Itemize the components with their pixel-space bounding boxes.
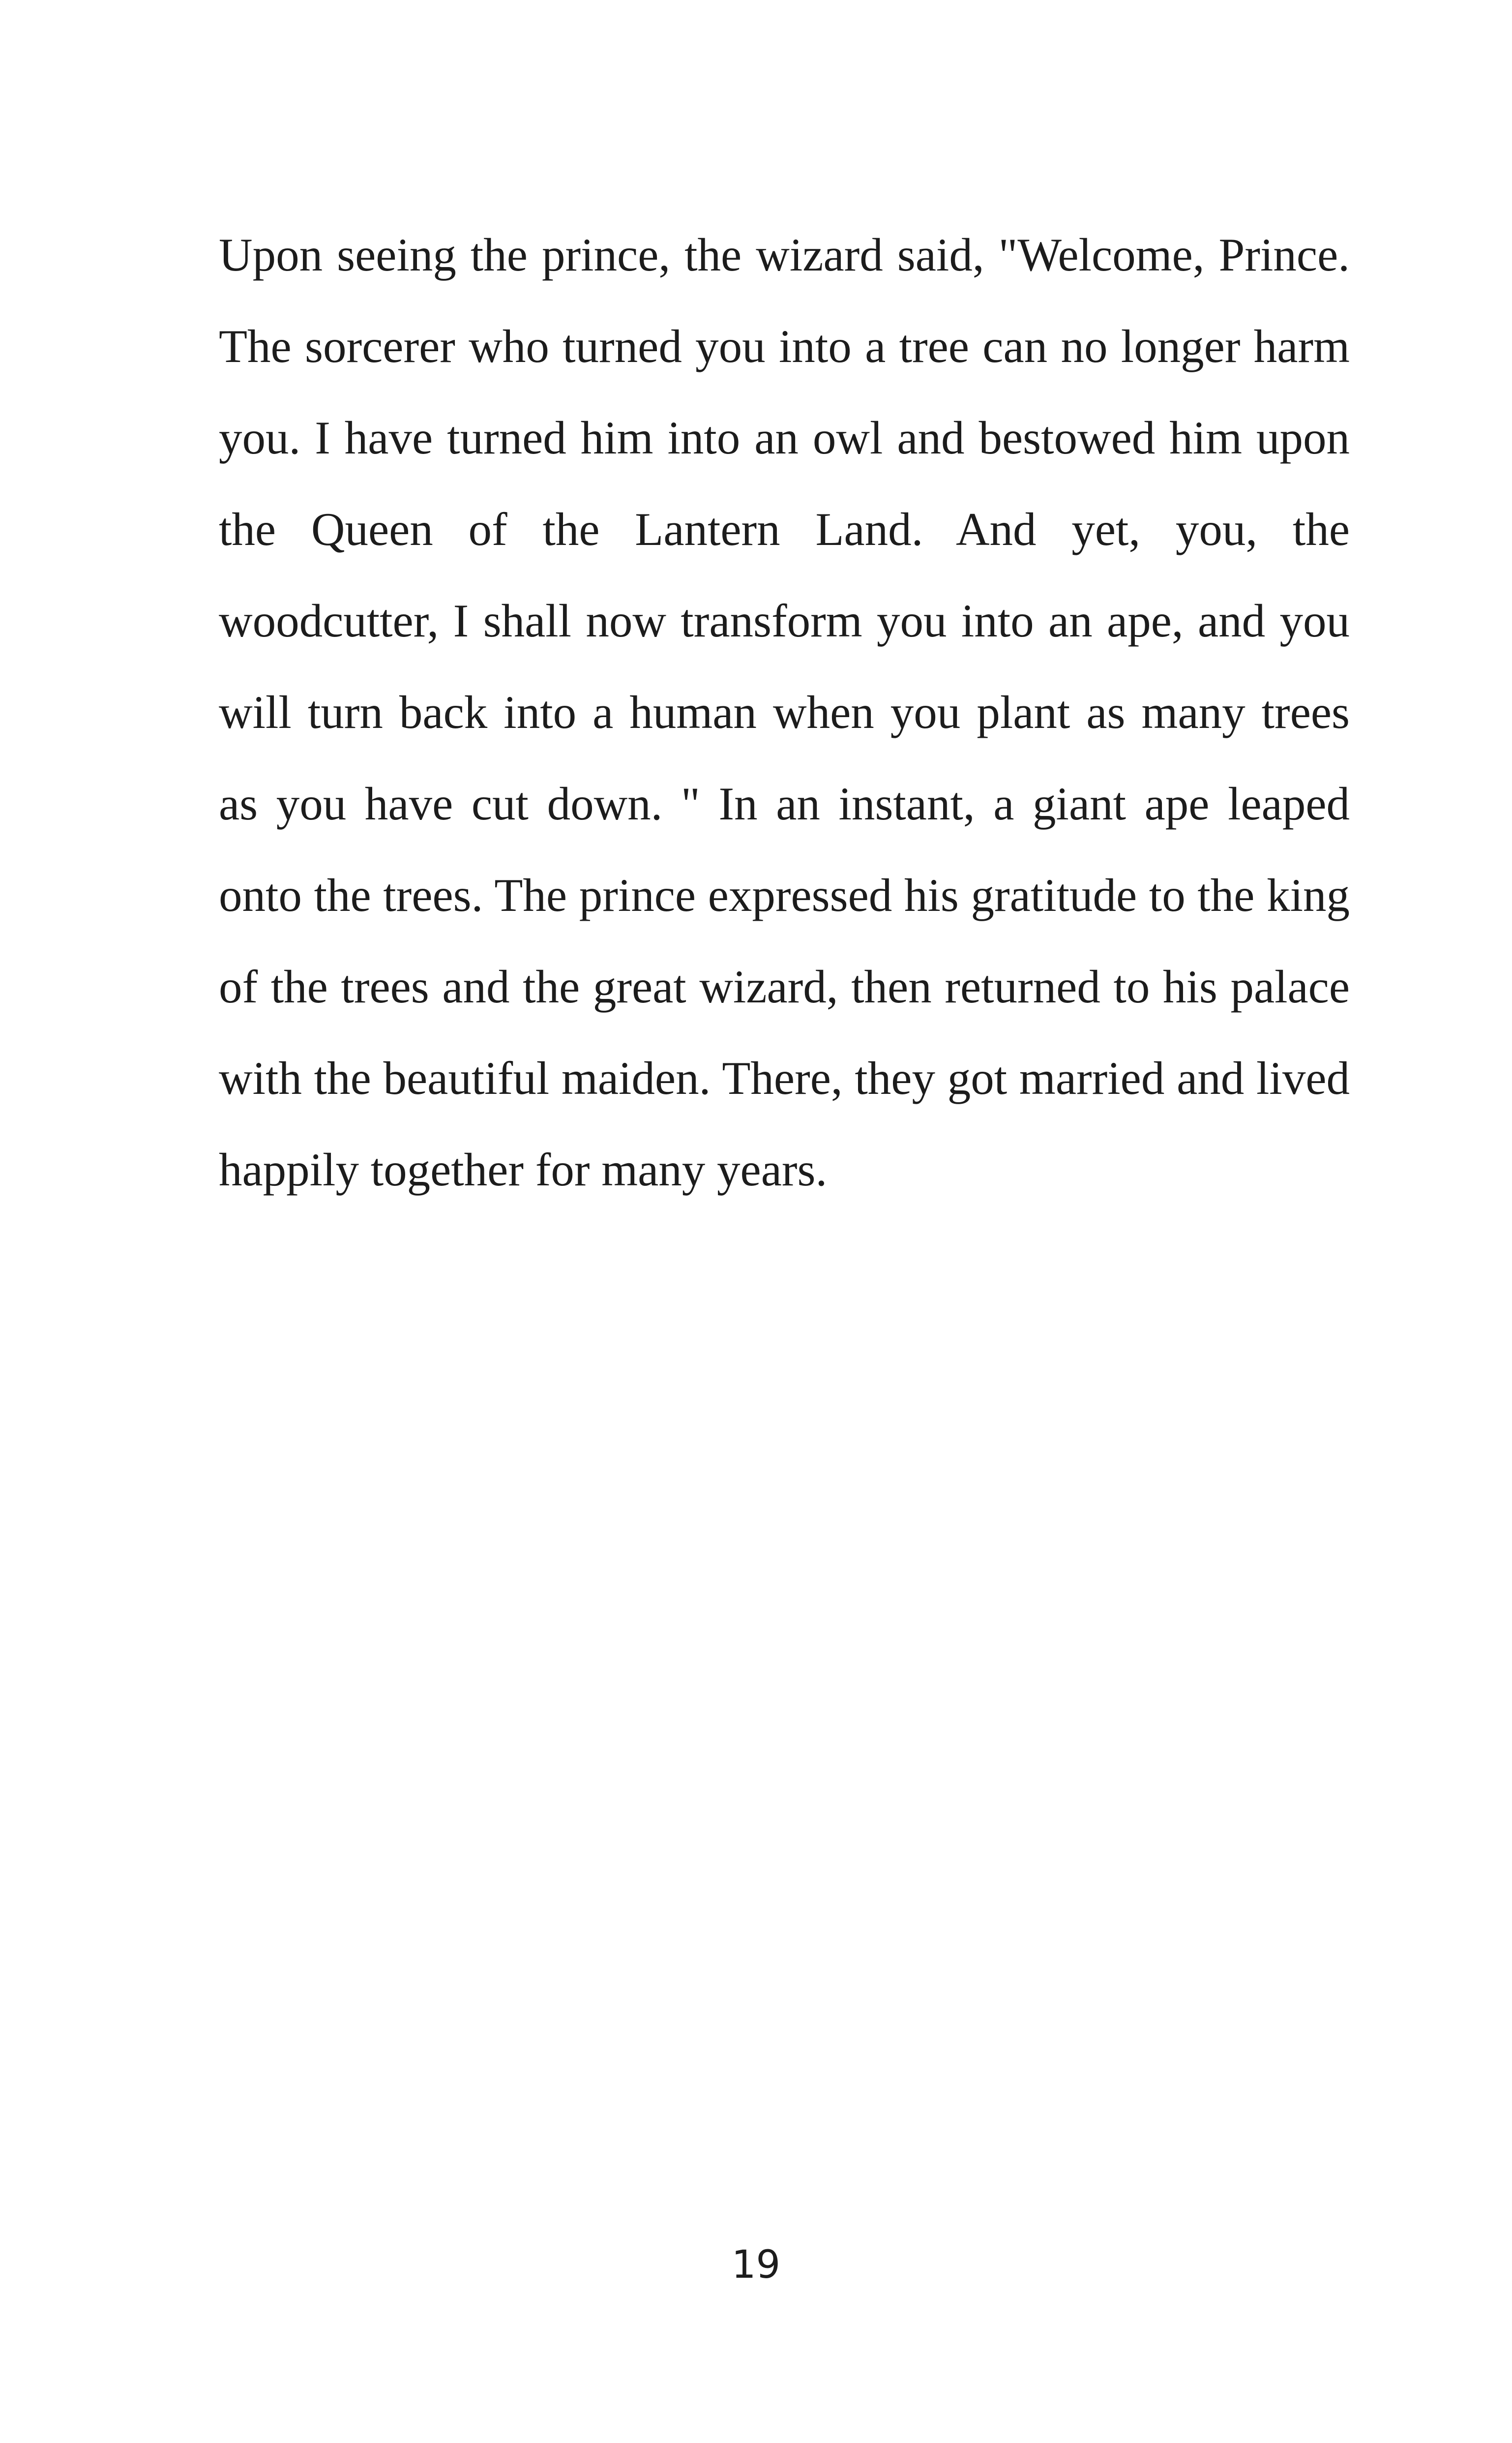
story-paragraph: Upon seeing the prince, the wizard said, "Welcome, Prince. The sorcerer who turned you into a tree can no longer harm you. I have turned him into an owl and bestowed him upon the Queen of the Lantern Land. And yet, you, the woodcutter, I shall now transform you into an ape, and you will turn back into a human when you plant as many trees as you have cut down. " In an instant, a giant ape leaped onto the trees. The prince expressed his gratitude to the king of the trees and the great wizard, then returned to his palace with the beautiful maiden. There, they got married and lived happily together for many years. xyxy=(219,229,1350,1196)
page-number: 19 xyxy=(731,2243,781,2287)
